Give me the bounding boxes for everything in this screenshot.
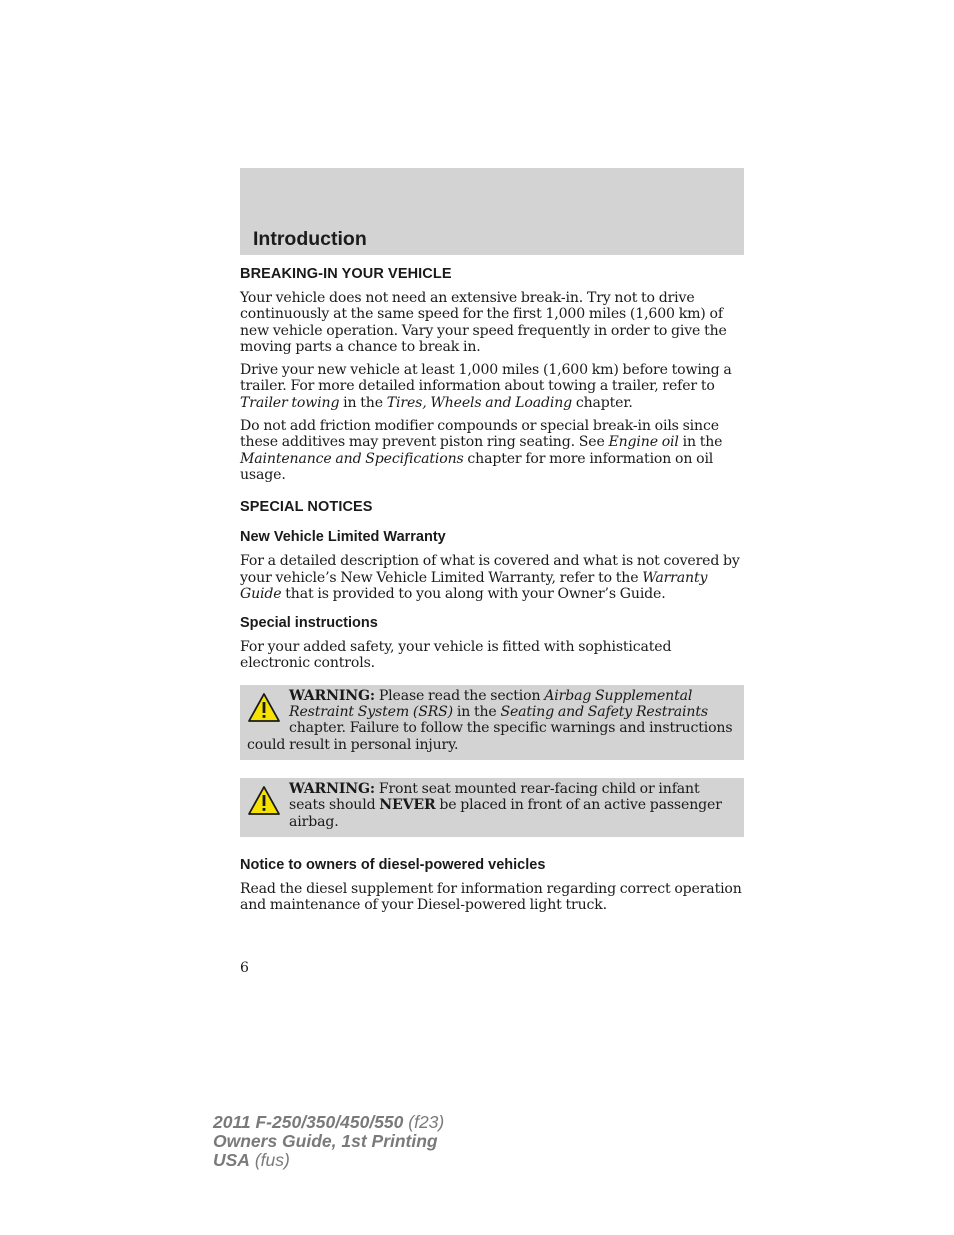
subheading-warranty: New Vehicle Limited Warranty <box>240 529 446 546</box>
cross-reference: Airbag Supplemental Restraint System (SRS) <box>289 687 693 721</box>
emphasis-never: NEVER <box>379 797 436 814</box>
special-instructions-paragraph: For your added safety, your vehicle is fitted with sophisticated electronic controls. <box>240 639 672 672</box>
cross-reference: Maintenance and Specifications <box>240 450 464 467</box>
cross-reference: Trailer towing <box>240 394 340 411</box>
warning-label: WARNING: <box>289 687 375 704</box>
warning-text-airbag: WARNING: Please read the section Airbag Supplemental Restraint System (SRS) in the Seating and Safety Restraints chapter. Failure to follow the specific warnings and instructions could result in personal injury. <box>247 687 733 753</box>
breaking-in-paragraph-3: Do not add friction modifier compounds or special break-in oils since these additives may prevent piston ring seating. See Engine oil in the Maintenance and Specifications chapter for more information on oil usage. <box>240 418 723 483</box>
warranty-paragraph: For a detailed description of what is covered and what is not covered by your vehicle’s New Vehicle Limited Warranty, refer to the Warranty Guide that is provided to you along with your Owner’s Guide. <box>240 553 740 602</box>
cross-reference: Seating and Safety Restraints <box>500 704 708 721</box>
section-heading-breaking-in: BREAKING-IN YOUR VEHICLE <box>240 266 452 282</box>
diesel-paragraph: Read the diesel supplement for information regarding correct operation and maintenance of your Diesel-powered light truck. <box>240 880 742 914</box>
warning-box-airbag <box>240 685 744 760</box>
subheading-diesel: Notice to owners of diesel-powered vehicles <box>240 856 546 873</box>
page-content <box>240 266 744 920</box>
warning-triangle-icon <box>247 692 281 724</box>
page-number: 6 <box>240 960 249 976</box>
chapter-header <box>240 168 744 255</box>
breaking-in-paragraph-1: Your vehicle does not need an extensive break-in. Try not to drive continuously at the same speed for the first 1,000 miles (1,600 km) of new vehicle operation. Vary your speed frequently in order to give the moving parts a chance to break in. <box>240 290 727 355</box>
warning-box-child-seat <box>240 778 744 837</box>
warning-triangle-icon <box>247 785 281 817</box>
chapter-title: Introduction <box>253 228 367 250</box>
breaking-in-paragraph-2: Drive your new vehicle at least 1,000 miles (1,600 km) before towing a trailer. For more detailed information about towing a trailer, refer to Trailer towing in the Tires, Wheels and Loading chapter. <box>240 362 732 411</box>
footer-imprint: 2011 F-250/350/450/550 (f23) Owners Guide, 1st Printing USA (fus) <box>213 1112 445 1170</box>
warning-text-child-seat: WARNING: Front seat mounted rear-facing child or infant seats should NEVER be placed in front of an active passenger airbag. <box>289 780 722 830</box>
cross-reference: Engine oil <box>608 434 679 451</box>
cross-reference: Warranty Guide <box>240 569 708 602</box>
section-heading-special-notices: SPECIAL NOTICES <box>240 499 373 516</box>
subheading-special-instructions: Special instructions <box>240 615 378 632</box>
warning-label: WARNING: <box>289 780 375 797</box>
cross-reference: Tires, Wheels and Loading <box>386 394 572 411</box>
